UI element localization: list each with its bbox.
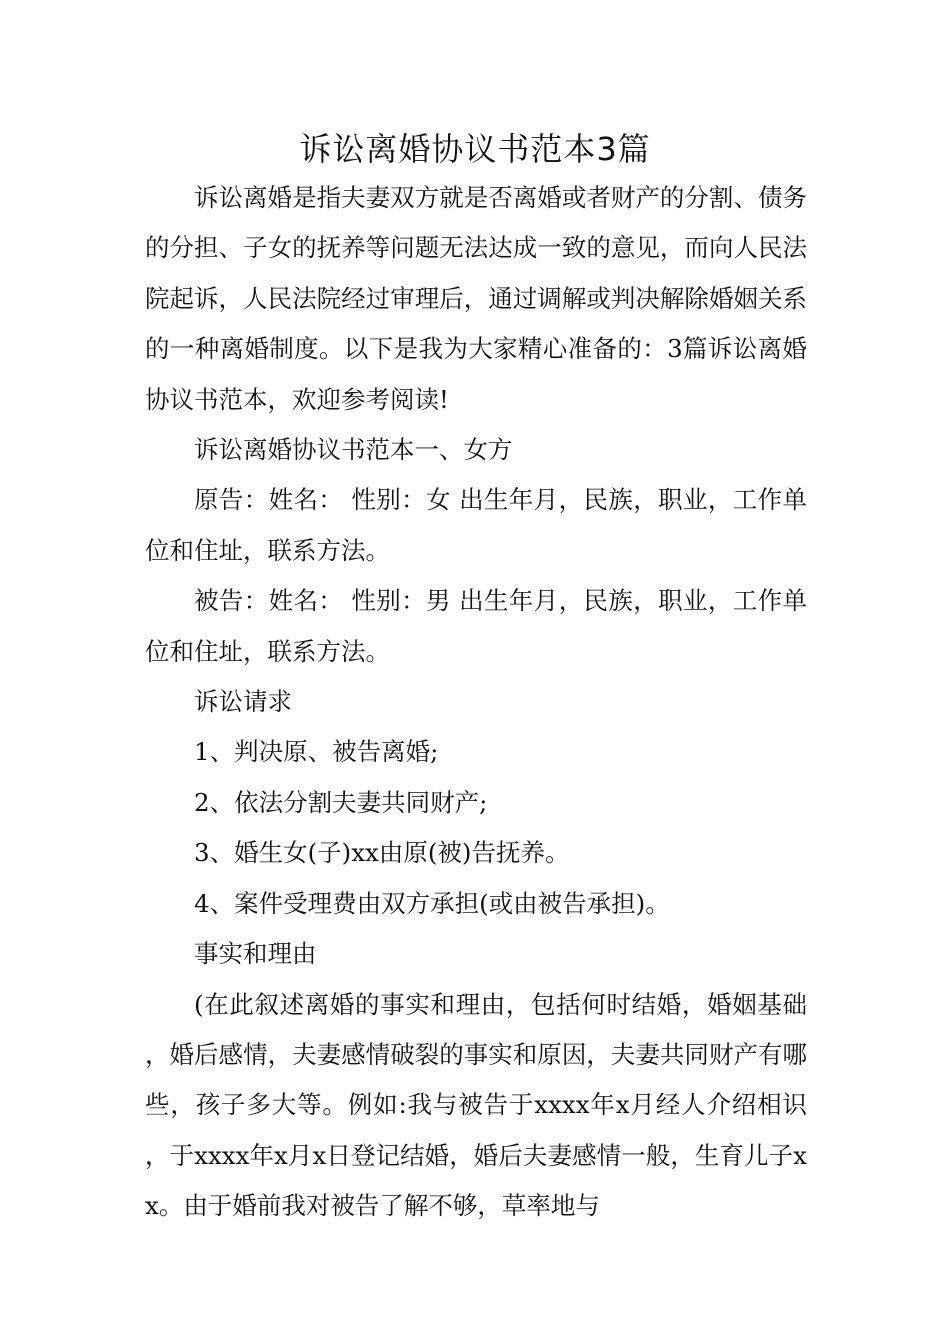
claim-item-4: 4、案件受理费由双方承担(或由被告承担)。 (194, 888, 670, 918)
section-heading-sample-one: 诉讼离婚协议书范本一、女方 (194, 435, 513, 465)
document-body (145, 173, 807, 1232)
claim-item-1: 1、判决原、被告离婚; (194, 737, 439, 767)
plaintiff-info: 原告：姓名： 性别：女 出生年月，民族，职业，工作单位和住址，联系方法。 (145, 485, 807, 565)
facts-heading: 事实和理由 (194, 939, 317, 969)
facts-paragraph: (在此叙述离婚的事实和理由，包括何时结婚，婚姻基础，婚后感情，夫妻感情破裂的事实和原因，夫妻共同财产有哪些，孩子多大等。例如:我与被告于xxxx年x月经人介绍相识，于xxxx年x月x日登记结婚，婚后夫妻感情一般，生育儿子xx。由于婚前我对被告了解不够，草率地与 (145, 989, 807, 1221)
claim-item-2: 2、依法分割夫妻共同财产; (194, 787, 488, 817)
document-title: 诉讼离婚协议书范本3篇 (299, 130, 651, 168)
defendant-info: 被告：姓名： 性别：男 出生年月，民族，职业，工作单位和住址，联系方法。 (145, 586, 807, 666)
intro-paragraph: 诉讼离婚是指夫妻双方就是否离婚或者财产的分割、债务的分担、子女的抚养等问题无法达成一致的意见，而向人民法院起诉，人民法院经过审理后，通过调解或判决解除婚姻关系的一种离婚制度。以下是我为大家精心准备的：3篇诉讼离婚协议书范本，欢迎参考阅读! (145, 183, 807, 414)
claims-heading: 诉讼请求 (194, 687, 292, 717)
claim-item-3: 3、婚生女(子)xx由原(被)告抚养。 (194, 838, 570, 868)
